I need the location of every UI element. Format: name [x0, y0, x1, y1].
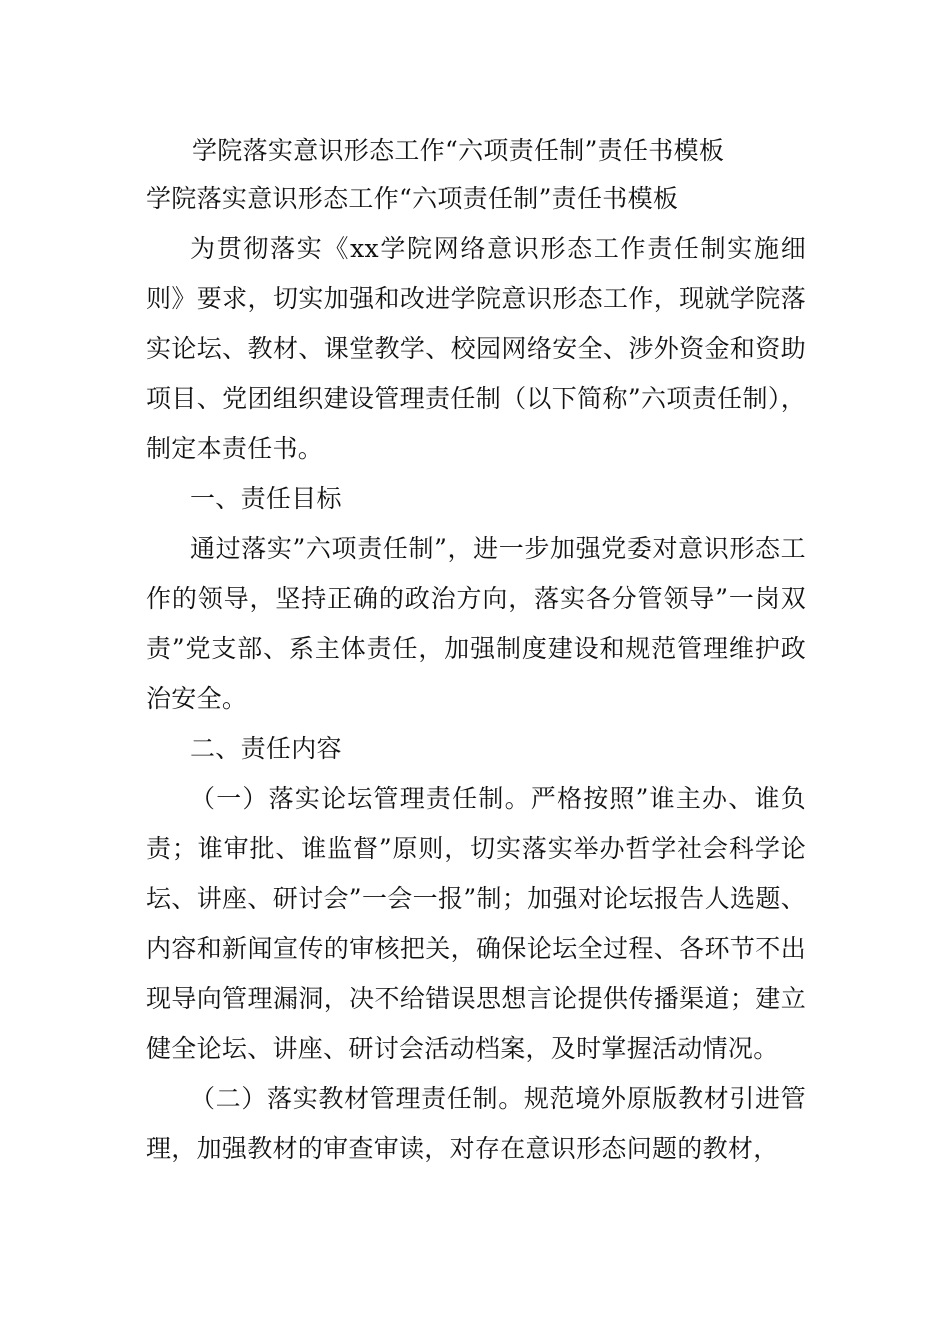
- intro-paragraph: 为贯彻落实《xx学院网络意识形态工作责任制实施细则》要求，切实加强和改进学院意识形态工作，现就学院落实论坛、教材、课堂教学、校园网络安全、涉外资金和资助项目、党团组织建设管理责任制（以下简称”六项责任制），制定本责任书。: [146, 234, 806, 463]
- content-item-textbook: （二）落实教材管理责任制。规范境外原版教材引进管理，加强教材的审查审读，对存在意识形态问题的教材，: [146, 1084, 806, 1163]
- document-title-left: 学院落实意识形态工作“六项责任制”责任书模板: [146, 184, 679, 213]
- content-item-forum: （一）落实论坛管理责任制。严格按照”谁主办、谁负责；谁审批、谁监督”原则，切实落实举办哲学社会科学论坛、讲座、研讨会”一会一报”制；加强对论坛报告人选题、内容和新闻宣传的审核把关，确保论坛全过程、各环节不出现导向管理漏洞，决不给错误思想言论提供传播渠道；建立健全论坛、讲座、研讨会活动档案，及时掌握活动情况。: [146, 784, 806, 1063]
- document-body: [146, 128, 806, 1174]
- goals-paragraph: 通过落实”六项责任制”，进一步加强党委对意识形态工作的领导，坚持正确的政治方向，落实各分管领导”一岗双责”党支部、系主体责任，加强制度建设和规范管理维护政治安全。: [146, 534, 806, 713]
- document-title-centered: 学院落实意识形态工作“六项责任制”责任书模板: [192, 136, 725, 165]
- section-heading-goals: 一、责任目标: [190, 484, 342, 513]
- section-heading-content: 二、责任内容: [190, 734, 342, 763]
